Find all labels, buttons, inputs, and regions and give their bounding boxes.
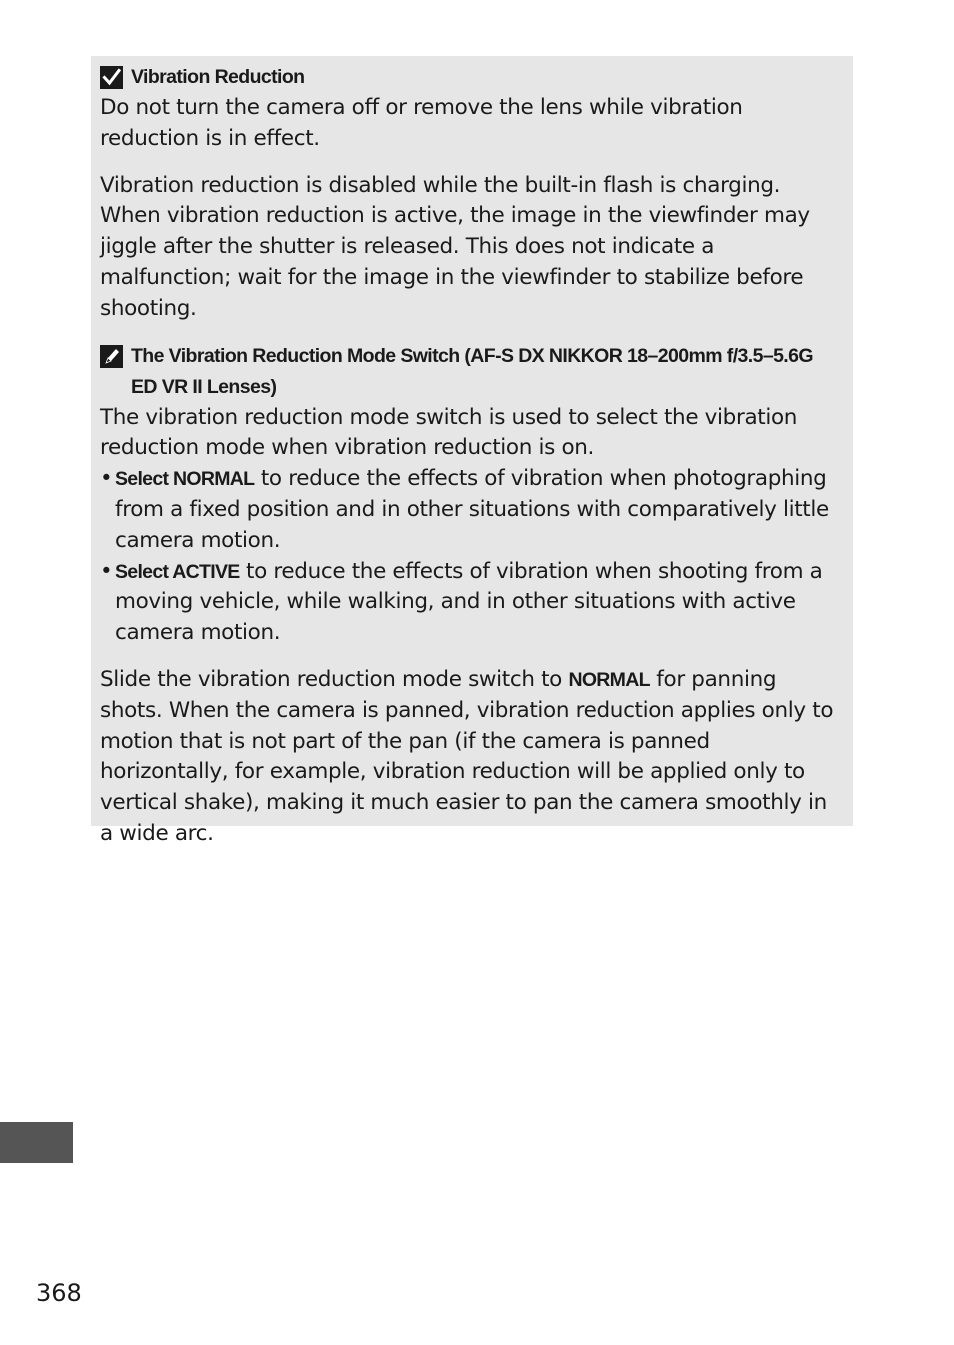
closing-text-after: for panning shots. When the camera is panned, vibration reduction applies only to motion that is not part of the pan (if the camera is panned horizontally, for example, vibration reduction will be applied only to vertical shake), making it much easier to pan the camera smoothly in a wide arc. <box>100 666 834 846</box>
caution-note <box>100 62 843 325</box>
pencil-note-icon <box>100 345 123 368</box>
list-item <box>100 557 843 649</box>
note-box <box>91 56 853 846</box>
caution-paragraph-1: Do not turn the camera off or remove the lens while vibration reduction is in effect. <box>100 95 743 151</box>
page-number: 368 <box>36 1279 82 1307</box>
bullet-text: to reduce the effects of vibration when shooting from a moving vehicle, while walking, and in other situations with active camera motion. <box>115 558 823 646</box>
bullet-label: Select NORMAL <box>115 468 255 491</box>
closing-keyword: NORMAL <box>568 668 650 691</box>
caution-title: Vibration Reduction <box>131 66 305 88</box>
info-heading <box>100 341 843 403</box>
list-item <box>100 464 843 556</box>
bullet-text: to reduce the effects of vibration when photographing from a fixed position and in other situations with comparatively little camera motion. <box>115 466 829 553</box>
caution-paragraph-2: Vibration reduction is disabled while the built-in flash is charging. When vibration reduction is active, the image in the viewfinder may jiggle after the shutter is released. This does not indicate a malfunction; wait for the image in the viewfinder to stabilize before shooting. <box>100 172 810 321</box>
section-tab <box>0 1122 73 1163</box>
info-closing <box>100 665 843 850</box>
check-caution-icon <box>100 66 123 89</box>
info-bullet-list <box>100 464 843 649</box>
caution-heading <box>100 62 843 93</box>
info-note <box>100 341 843 850</box>
closing-text-before: Slide the vibration reduction mode switch to <box>100 666 569 692</box>
bullet-label: Select ACTIVE <box>115 560 240 583</box>
info-title: The Vibration Reduction Mode Switch (AF-S DX NIKKOR 18–200mm f/3.5–5.6G ED VR II Lenses) <box>131 344 813 398</box>
info-intro: The vibration reduction mode switch is used to select the vibration reduction mode when vibration reduction is on. <box>100 404 798 461</box>
bullet-dot: • <box>100 558 113 584</box>
bullet-dot: • <box>100 466 113 492</box>
